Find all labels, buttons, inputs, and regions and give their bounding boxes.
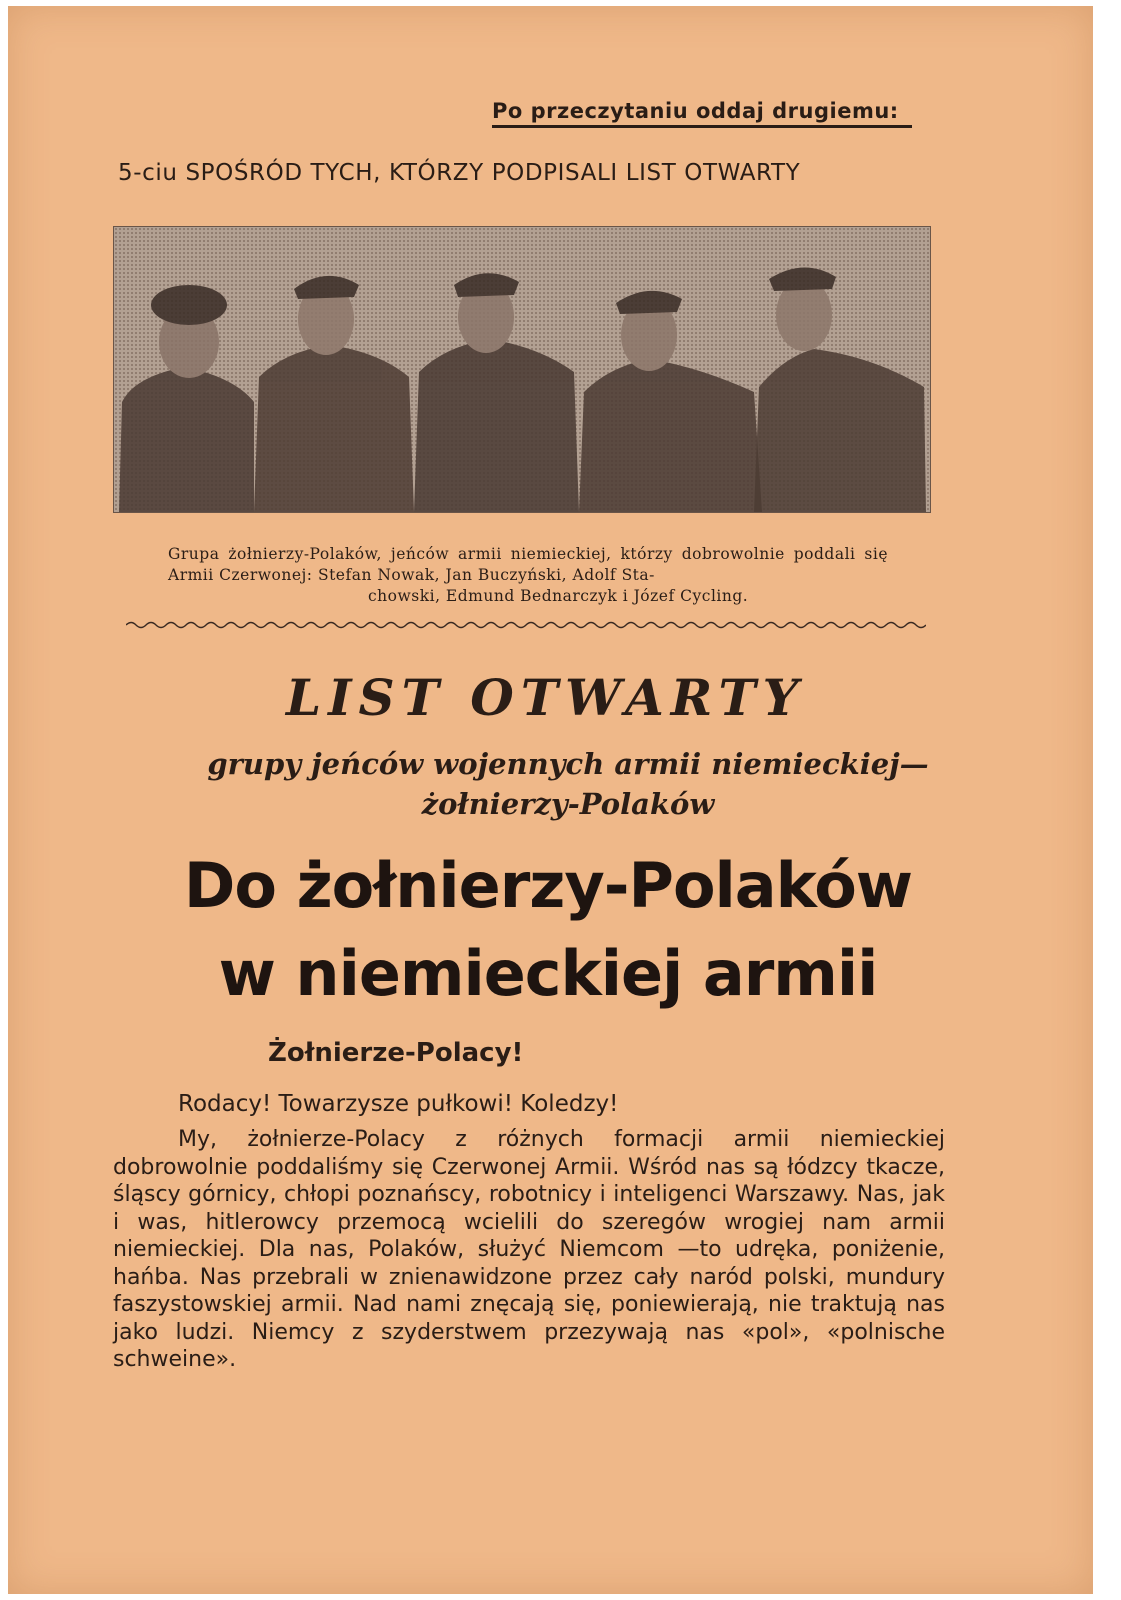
salutation: Żołnierze-Polacy! — [268, 1038, 524, 1068]
caption-line-2: chowski, Edmund Bednarczyk i Józef Cycling. — [368, 587, 749, 605]
photo-heading: 5-ciu SPOŚRÓD TYCH, KTÓRZY PODPISALI LIST OTWARTY — [118, 160, 801, 186]
leaflet-page — [8, 6, 1093, 1594]
headline-line-2: w niemieckiej armii — [218, 937, 878, 1010]
photo-caption — [168, 544, 888, 607]
caption-line-1: Grupa żołnierzy-Polaków, jeńców armii niemieckiej, którzy dobrowolnie poddali się Armii Czerwonej: Stefan Nowak, Jan Buczyński, Adolf Sta- — [168, 545, 888, 584]
subtitle-line-2: żołnierzy-Polaków — [421, 787, 715, 821]
letter-title: LIST OTWARTY — [286, 668, 806, 727]
body-paragraph: My, żołnierze-Polacy z różnych formacji armii niemieckiej dobrowolnie poddaliśmy się Czerwonej Armii. Wśród nas są łódzcy tkacze, śląscy górnicy, chłopi poznańscy, robotnicy i inteligenci Warszawy. Nas, jak i was, hitlerowcy przemocą wcielili do szeregów wrogiej nam armii niemieckiej. Dla nas, Polaków, służyć Niemcom —to udręka, poniżenie, hańba. Nas przebrali w znienawidzone przez cały naród polski, mundury faszystowskiej armii. Nad nami znęcają się, poniewierają, nie traktują nas jako ludzi. Niemcy z szyderstwem przezywają nas «pol», «polnische schweine». — [113, 1127, 945, 1372]
greeting-line: Rodacy! Towarzysze pułkowi! Koledzy! — [178, 1091, 619, 1117]
headline-line-1: Do żołnierzy-Polaków — [183, 849, 913, 922]
soldiers-photo-illustration — [114, 227, 930, 512]
main-headline — [118, 842, 978, 1018]
subtitle-line-1: grupy jeńców wojennych armii niemieckiej— — [207, 747, 929, 781]
wavy-divider — [126, 618, 926, 632]
pass-on-note: Po przeczytaniu oddaj drugiemu: — [492, 99, 912, 128]
group-photo — [113, 226, 931, 513]
letter-subtitle — [128, 744, 1008, 824]
